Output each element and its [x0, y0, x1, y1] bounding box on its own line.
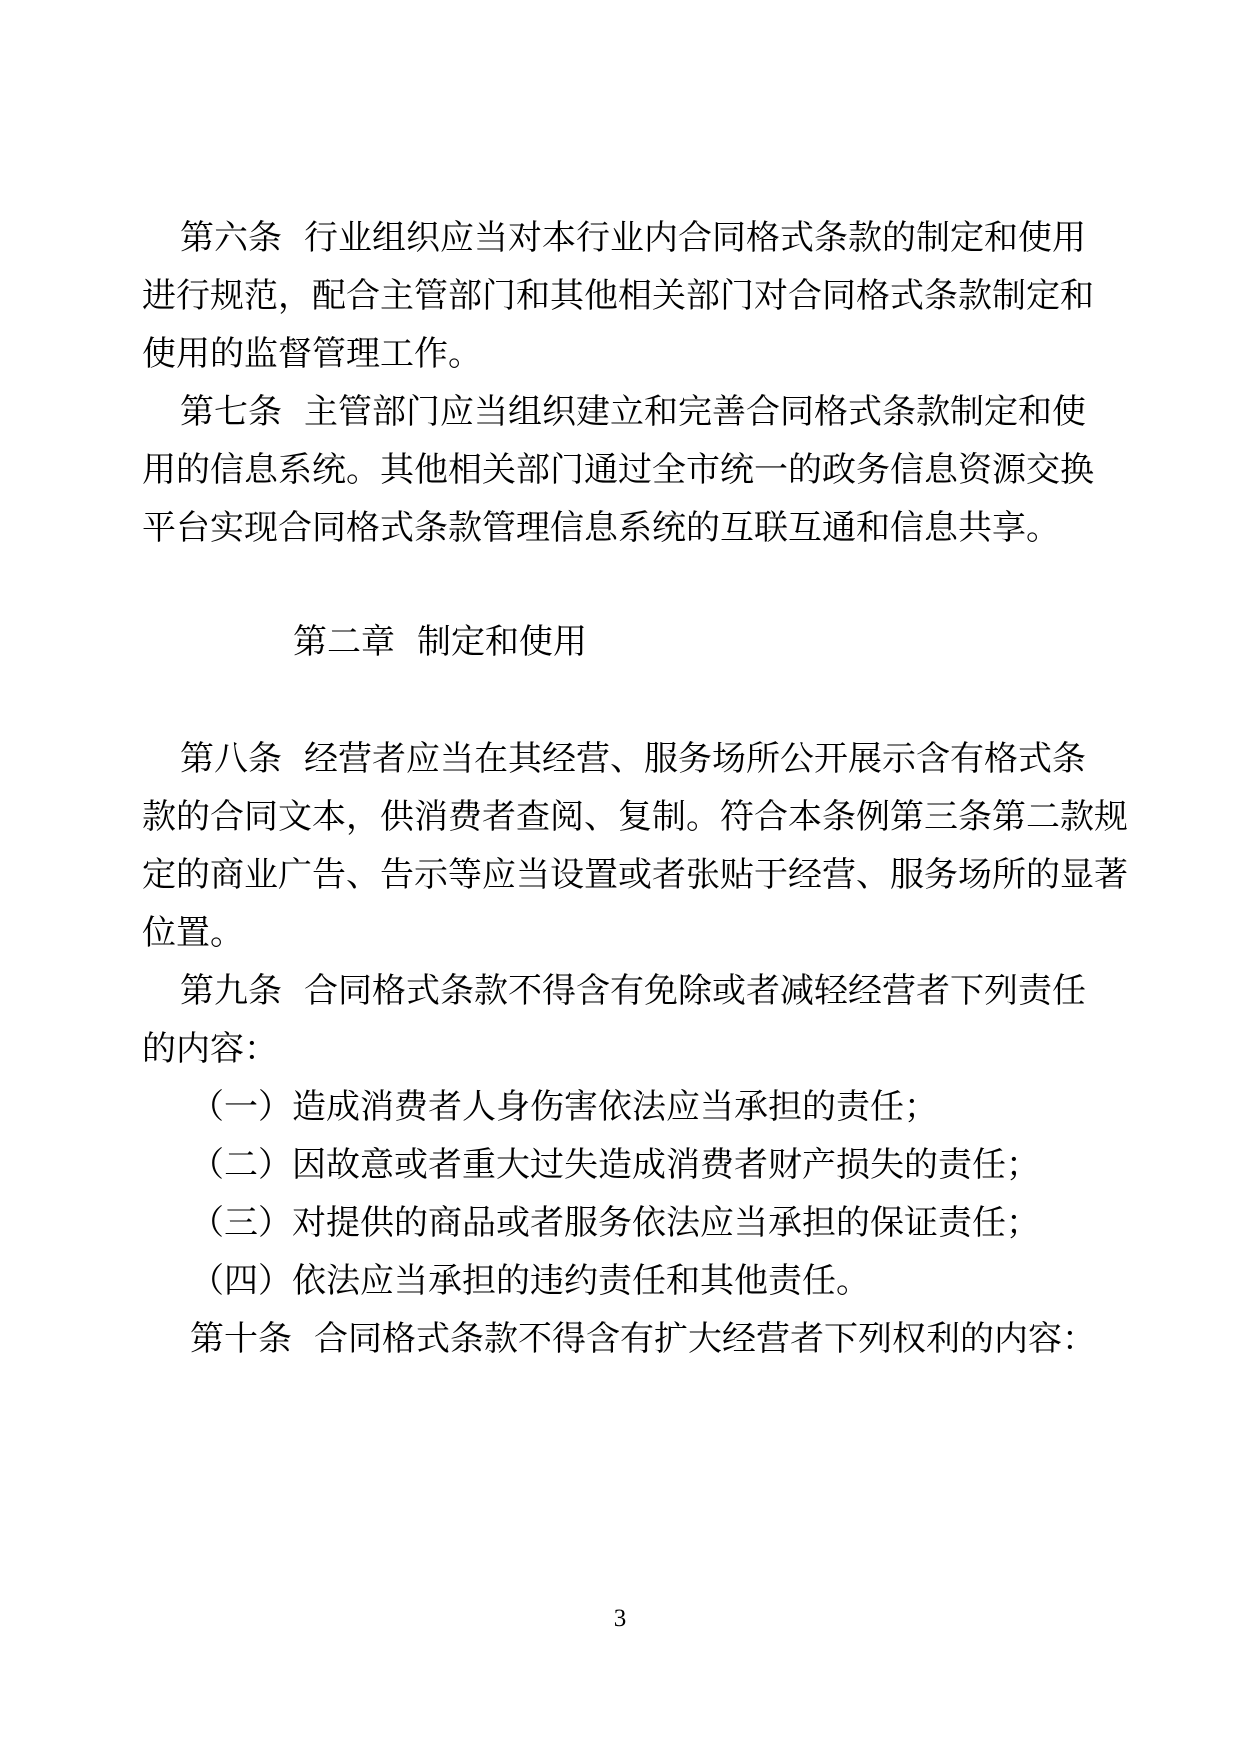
list-item-text: 造成消费者人身伤害依法应当承担的责任； [292, 1087, 938, 1127]
article-6-line-1 [180, 206, 1086, 270]
article-text: 主管部门应当组织建立和完善合同格式条款制定和使 [304, 392, 1086, 432]
list-item-4 [190, 1249, 1130, 1313]
article-9-line-2: 的内容： [142, 1029, 278, 1069]
article-7-line-1 [180, 380, 1086, 444]
glyph: 管 [414, 276, 448, 316]
article-text: 行业组织应当对本行业内合同格式条款的制定和使用 [304, 218, 1086, 258]
article-7-line-3: 平台实现合同格式条款管理信息系统的互联互通和信息共享。 [142, 508, 1060, 548]
list-item-3 [190, 1191, 1130, 1255]
glyph: 配 [312, 276, 346, 316]
article-8-line-2: 款的合同文本，供消费者查阅、复制。符合本条例第三条第二款规 [142, 797, 1128, 837]
glyph: 格 [856, 276, 890, 316]
list-item-number: （四） [190, 1261, 292, 1301]
article-label: 第六条 [180, 218, 282, 258]
list-item-text: 依法应当承担的违约责任和其他责任。 [292, 1261, 870, 1301]
article-label: 第八条 [180, 739, 282, 779]
glyph: 和 [1060, 276, 1094, 316]
glyph: 合 [788, 276, 822, 316]
glyph: 式 [890, 276, 924, 316]
glyph: 对 [754, 276, 788, 316]
glyph: 主 [380, 276, 414, 316]
chapter-label: 第二章 [293, 622, 395, 662]
chapter-heading [293, 610, 793, 674]
page-number: 3 [613, 1605, 627, 1632]
article-7-line-2: 用的信息系统。其他相关部门通过全市统一的政务信息资源交换 [142, 450, 1094, 490]
glyph: 定 [1026, 276, 1060, 316]
list-item-2 [190, 1133, 1130, 1197]
article-8-line-4: 位置。 [142, 913, 244, 953]
glyph: 进 [142, 276, 176, 316]
glyph: 门 [720, 276, 754, 316]
glyph: 关 [652, 276, 686, 316]
glyph: 范 [244, 276, 278, 316]
glyph: 制 [992, 276, 1026, 316]
article-text: 合同格式条款不得含有免除或者减轻经营者下列责任 [304, 971, 1086, 1011]
article-10-line-1 [190, 1307, 1096, 1371]
article-9-line-1 [180, 959, 1086, 1023]
article-text: 合同格式条款不得含有扩大经营者下列权利的内容： [314, 1319, 1096, 1359]
glyph: 款 [958, 276, 992, 316]
article-8-line-1 [180, 727, 1086, 791]
article-8-line-3: 定的商业广告、告示等应当设置或者张贴于经营、服务场所的显著 [142, 855, 1128, 895]
glyph: 部 [448, 276, 482, 316]
glyph: 他 [584, 276, 618, 316]
glyph: ， [278, 276, 312, 316]
glyph: 部 [686, 276, 720, 316]
article-6-line-3: 使用的监督管理工作。 [142, 334, 482, 374]
list-item-text: 对提供的商品或者服务依法应当承担的保证责任； [292, 1203, 1040, 1243]
glyph: 条 [924, 276, 958, 316]
article-label: 第九条 [180, 971, 282, 1011]
list-item-number: （三） [190, 1203, 292, 1243]
article-text: 经营者应当在其经营、服务场所公开展示含有格式条 [304, 739, 1086, 779]
glyph: 同 [822, 276, 856, 316]
article-label: 第十条 [190, 1319, 292, 1359]
chapter-title: 制定和使用 [417, 622, 587, 662]
article-label: 第七条 [180, 392, 282, 432]
glyph: 合 [346, 276, 380, 316]
glyph: 门 [482, 276, 516, 316]
list-item-1 [190, 1075, 1130, 1139]
list-item-number: （一） [190, 1087, 292, 1127]
glyph: 和 [516, 276, 550, 316]
list-item-text: 因故意或者重大过失造成消费者财产损失的责任； [292, 1145, 1040, 1185]
list-item-number: （二） [190, 1145, 292, 1185]
article-6-line-2 [142, 264, 1094, 328]
glyph: 规 [210, 276, 244, 316]
glyph: 相 [618, 276, 652, 316]
glyph: 行 [176, 276, 210, 316]
glyph: 其 [550, 276, 584, 316]
